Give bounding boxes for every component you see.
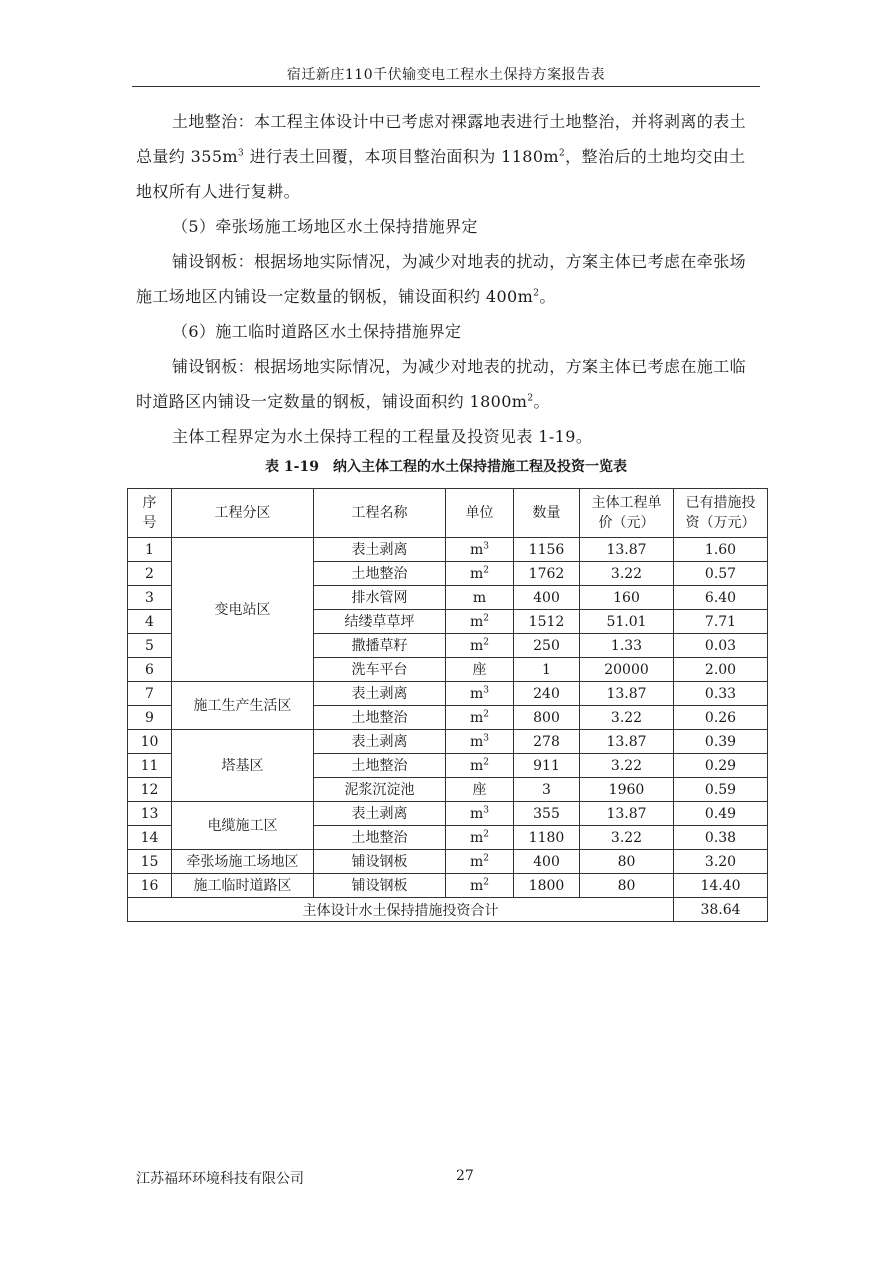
cell-invest: 0.59 bbox=[674, 778, 768, 802]
cell-name: 土地整治 bbox=[314, 754, 446, 778]
table-row bbox=[128, 538, 768, 562]
total-value: 38.64 bbox=[674, 898, 768, 922]
cell-unit: $m^2$ bbox=[446, 754, 514, 778]
table-row bbox=[128, 874, 768, 898]
cell-no: 5 bbox=[128, 634, 172, 658]
table-row bbox=[128, 802, 768, 826]
table-caption: 表 1-19 纳入主体工程的水土保持措施工程及投资一览表 bbox=[265, 459, 627, 475]
cell-invest: 2.00 bbox=[674, 658, 768, 682]
cell-price: 3.22 bbox=[580, 706, 674, 730]
cell-invest: 0.03 bbox=[674, 634, 768, 658]
cell-unit: 座 bbox=[446, 778, 514, 802]
page-number: 27 bbox=[456, 1168, 474, 1184]
cell-no: 7 bbox=[128, 682, 172, 706]
cell-name: 表土剥离 bbox=[314, 802, 446, 826]
cell-no: 11 bbox=[128, 754, 172, 778]
cell-price: 160 bbox=[580, 586, 674, 610]
header-area: 工程分区 bbox=[172, 489, 314, 538]
footer-company: 江苏福环环境科技有限公司 bbox=[136, 1171, 304, 1187]
table-body bbox=[128, 538, 768, 898]
cell-invest: 7.71 bbox=[674, 610, 768, 634]
cell-name: 泥浆沉淀池 bbox=[314, 778, 446, 802]
cell-qty: 1156 bbox=[514, 538, 580, 562]
cell-unit: $m^3$ bbox=[446, 802, 514, 826]
cell-area: 塔基区 bbox=[172, 730, 314, 802]
cell-invest: 0.26 bbox=[674, 706, 768, 730]
cell-unit: $m^2$ bbox=[446, 826, 514, 850]
cell-price: 1.33 bbox=[580, 634, 674, 658]
cell-no: 14 bbox=[128, 826, 172, 850]
table-header-row bbox=[128, 489, 768, 538]
body-text bbox=[136, 104, 760, 454]
cell-area: 变电站区 bbox=[172, 538, 314, 682]
cell-no: 13 bbox=[128, 802, 172, 826]
header-qty: 数量 bbox=[514, 489, 580, 538]
cell-qty: 3 bbox=[514, 778, 580, 802]
cell-invest: 0.49 bbox=[674, 802, 768, 826]
cell-unit: $m^2$ bbox=[446, 610, 514, 634]
cell-area: 施工临时道路区 bbox=[172, 874, 314, 898]
cell-unit: $m^3$ bbox=[446, 730, 514, 754]
cell-qty: 240 bbox=[514, 682, 580, 706]
cell-name: 表土剥离 bbox=[314, 682, 446, 706]
cell-invest: 0.33 bbox=[674, 682, 768, 706]
cell-price: 3.22 bbox=[580, 562, 674, 586]
header-rule bbox=[132, 86, 760, 87]
cell-unit: $m^2$ bbox=[446, 850, 514, 874]
cell-name: 铺设钢板 bbox=[314, 874, 446, 898]
cell-price: 80 bbox=[580, 850, 674, 874]
cell-name: 铺设钢板 bbox=[314, 850, 446, 874]
cell-price: 20000 bbox=[580, 658, 674, 682]
cell-area: 牵张场施工场地区 bbox=[172, 850, 314, 874]
cell-unit: $m^2$ bbox=[446, 634, 514, 658]
total-label: 主体设计水土保持措施投资合计 bbox=[128, 898, 674, 922]
cell-no: 1 bbox=[128, 538, 172, 562]
cell-no: 6 bbox=[128, 658, 172, 682]
cell-invest: 0.38 bbox=[674, 826, 768, 850]
cell-no: 2 bbox=[128, 562, 172, 586]
cell-no: 15 bbox=[128, 850, 172, 874]
cell-invest: 0.57 bbox=[674, 562, 768, 586]
cell-qty: 400 bbox=[514, 850, 580, 874]
cell-unit: 座 bbox=[446, 658, 514, 682]
table-row bbox=[128, 682, 768, 706]
cell-name: 表土剥离 bbox=[314, 730, 446, 754]
cell-qty: 1762 bbox=[514, 562, 580, 586]
cell-no: 9 bbox=[128, 706, 172, 730]
cell-qty: 1 bbox=[514, 658, 580, 682]
cell-qty: 278 bbox=[514, 730, 580, 754]
paragraph-land-rehab: 土地整治：本工程主体设计中已考虑对裸露地表进行土地整治，并将剥离的表土总量约 $355m^3$ 进行表土回覆，本项目整治面积为 $1180m^2$，整治后的土地均交由土地权所有人进行复耕。 bbox=[136, 112, 747, 201]
cell-area: 施工生产生活区 bbox=[172, 682, 314, 730]
cell-qty: 1512 bbox=[514, 610, 580, 634]
cell-qty: 400 bbox=[514, 586, 580, 610]
cell-no: 10 bbox=[128, 730, 172, 754]
cell-price: 13.87 bbox=[580, 538, 674, 562]
cell-no: 16 bbox=[128, 874, 172, 898]
cell-invest: 1.60 bbox=[674, 538, 768, 562]
cell-price: 13.87 bbox=[580, 802, 674, 826]
cell-name: 撒播草籽 bbox=[314, 634, 446, 658]
header-name: 工程名称 bbox=[314, 489, 446, 538]
table-row bbox=[128, 850, 768, 874]
cell-name: 土地整治 bbox=[314, 706, 446, 730]
header-invest: 已有措施投 资（万元） bbox=[674, 489, 768, 538]
header-no: 序 号 bbox=[128, 489, 172, 538]
section-heading-5: （5）牵张场施工场地区水土保持措施界定 bbox=[172, 217, 478, 236]
cell-invest: 0.39 bbox=[674, 730, 768, 754]
cell-invest: 6.40 bbox=[674, 586, 768, 610]
cell-no: 12 bbox=[128, 778, 172, 802]
cell-price: 3.22 bbox=[580, 826, 674, 850]
cell-no: 4 bbox=[128, 610, 172, 634]
cell-name: 土地整治 bbox=[314, 562, 446, 586]
header-unit: 单位 bbox=[446, 489, 514, 538]
cell-price: 13.87 bbox=[580, 730, 674, 754]
cell-unit: m bbox=[446, 586, 514, 610]
section-heading-6: （6）施工临时道路区水土保持措施界定 bbox=[172, 322, 462, 341]
cell-unit: $m^3$ bbox=[446, 682, 514, 706]
cell-qty: 1800 bbox=[514, 874, 580, 898]
cell-price: 51.01 bbox=[580, 610, 674, 634]
table-total-row bbox=[128, 898, 768, 922]
cell-area: 电缆施工区 bbox=[172, 802, 314, 850]
cell-price: 3.22 bbox=[580, 754, 674, 778]
table-row bbox=[128, 730, 768, 754]
cell-price: 13.87 bbox=[580, 682, 674, 706]
cell-qty: 800 bbox=[514, 706, 580, 730]
cell-name: 结缕草草坪 bbox=[314, 610, 446, 634]
cell-unit: $m^2$ bbox=[446, 562, 514, 586]
cell-no: 3 bbox=[128, 586, 172, 610]
cell-name: 土地整治 bbox=[314, 826, 446, 850]
cell-qty: 1180 bbox=[514, 826, 580, 850]
paragraph-table-ref: 主体工程界定为水土保持工程的工程量及投资见表 1-19。 bbox=[172, 427, 593, 446]
paragraph-steel-plate-road: 铺设钢板：根据场地实际情况，为减少对地表的扰动，方案主体已考虑在施工临时道路区内铺设一定数量的钢板，铺设面积约 $1800m^2$。 bbox=[136, 357, 747, 411]
cell-qty: 250 bbox=[514, 634, 580, 658]
cell-price: 1960 bbox=[580, 778, 674, 802]
cell-name: 洗车平台 bbox=[314, 658, 446, 682]
cell-qty: 911 bbox=[514, 754, 580, 778]
cell-price: 80 bbox=[580, 874, 674, 898]
page-header: 宿迁新庄110千伏输变电工程水土保持方案报告表 bbox=[286, 67, 606, 83]
cell-unit: $m^2$ bbox=[446, 706, 514, 730]
cell-unit: $m^2$ bbox=[446, 874, 514, 898]
header-price: 主体工程单 价（元） bbox=[580, 489, 674, 538]
cell-name: 排水管网 bbox=[314, 586, 446, 610]
cell-invest: 0.29 bbox=[674, 754, 768, 778]
investment-table bbox=[127, 488, 768, 922]
cell-invest: 3.20 bbox=[674, 850, 768, 874]
cell-unit: $m^3$ bbox=[446, 538, 514, 562]
paragraph-steel-plate-tension: 铺设钢板：根据场地实际情况，为减少对地表的扰动，方案主体已考虑在牵张场施工场地区内铺设一定数量的钢板，铺设面积约 $400m^2$。 bbox=[136, 252, 747, 306]
cell-invest: 14.40 bbox=[674, 874, 768, 898]
cell-qty: 355 bbox=[514, 802, 580, 826]
cell-name: 表土剥离 bbox=[314, 538, 446, 562]
